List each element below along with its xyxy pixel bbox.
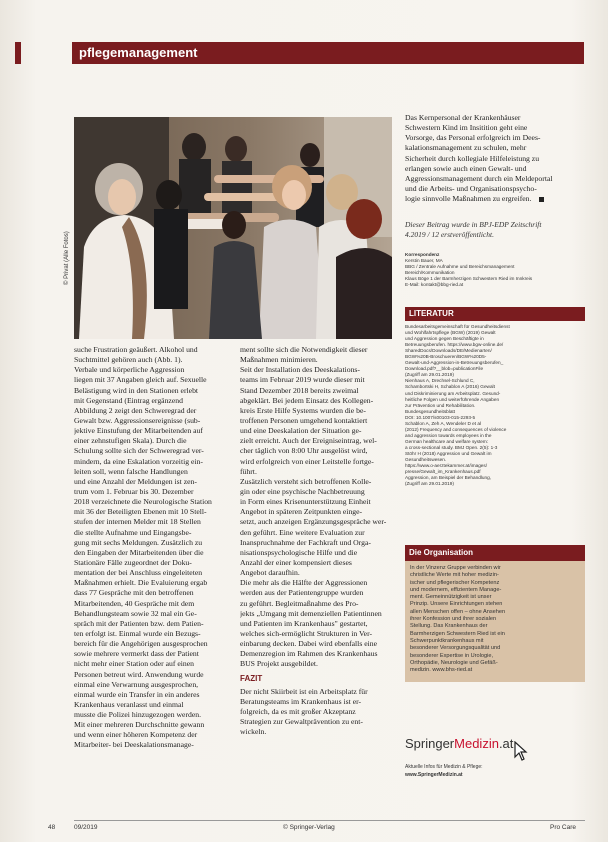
correspondence-line: Kerstin Bauer, MA bbox=[405, 258, 443, 264]
reference-line: presse/Gewalt_im_Krankenhaus.pdf bbox=[405, 469, 481, 475]
text-line: nicht mehr einer Station oder auf einen bbox=[74, 659, 194, 669]
organisation-heading: Die Organisation bbox=[405, 545, 585, 561]
springer-logo[interactable] bbox=[405, 736, 513, 751]
training-photo bbox=[74, 117, 392, 339]
text-line: Gewalt bzw. Aggressionsereignisse (sub- bbox=[74, 415, 201, 425]
text-line: Abbildung 2 zeigt den Schweregrad der bbox=[74, 405, 197, 415]
text-line bbox=[405, 194, 585, 204]
text-line: Belästigung wird in den Stationen erlebt bbox=[74, 385, 199, 395]
text-line: die stellte Aufnahme und Eingangsbe- bbox=[74, 527, 192, 537]
springer-tagline: Aktuelle Infos für Medizin & Pflege: bbox=[405, 764, 483, 770]
text-line: bereich für die Angehörigen ausgesprochen bbox=[74, 639, 208, 649]
org-line: Schwerpunktkrankenhaus mit bbox=[410, 637, 484, 644]
text-line: Inanspruchnahme der Fachkraft und Orga- bbox=[240, 537, 371, 547]
text-line: troffenen Personen umgehend kontaktiert bbox=[240, 415, 368, 425]
reference-line: (Zugriff am 29.01.2019) bbox=[405, 372, 454, 378]
text-line: setzt, auch anzeigen Ergänzungsgespräche wer- bbox=[240, 517, 387, 527]
springer-ad-text bbox=[405, 763, 585, 779]
publisher-label: © Springer-Verlag bbox=[283, 824, 335, 831]
text-line: wird erfolgreich von einer Leitstelle fortge- bbox=[240, 456, 374, 466]
text-line: Maßnahmen minimieren. bbox=[240, 355, 318, 365]
text-line: wickeln. bbox=[240, 727, 267, 737]
text-line: in Form eines Krisenunterstützung Einheit bbox=[240, 497, 371, 507]
reference-line: Stöhr H (2018) Aggression und Gewalt im bbox=[405, 450, 492, 456]
reference-line: Betreuungsberufen. https://www.bgw-online.de/ bbox=[405, 342, 504, 348]
reference-line: Gewalt-und-Aggression-in-Betreuungsberufen_ bbox=[405, 360, 504, 366]
text-line-content: logie sinnvolle Maßnahmen zu ergreifen. bbox=[405, 194, 532, 204]
text-line: Angebot in späteren Zeitpunkten einge- bbox=[240, 507, 363, 517]
text-line: Aggressionsmanagement durch ein Meldeportal bbox=[405, 173, 553, 183]
fazit-heading: FAZIT bbox=[240, 673, 263, 683]
reference-line: DOI: 10.1007/s00103-015-2293-5 bbox=[405, 414, 476, 420]
springer-url[interactable]: www.SpringerMedizin.at bbox=[405, 772, 463, 778]
reference-line: Schablon A, Zeh A, Wendeler D et al bbox=[405, 420, 481, 426]
org-line: ment. Gemeinnützigkeit ist unser bbox=[410, 594, 492, 601]
correspondence-line: E-Mail: kontakt@bbg-ried.at bbox=[405, 282, 464, 288]
text-line: Strategien zur Gewaltprävention zu ent- bbox=[240, 717, 363, 727]
text-line: Mit einer mehreren Durchschnitte gewann bbox=[74, 720, 205, 730]
text-line: und wenn einer höheren Kompetenz der bbox=[74, 730, 198, 740]
reference-line: Bundesarbeitsgemeinschaft für Gesundheitsdienst bbox=[405, 324, 510, 329]
text-line: kreis Erste Hilfe Systems wurden die be- bbox=[240, 405, 366, 415]
reference-line: Gesundheitswesen. bbox=[405, 457, 447, 463]
text-line: welches sich-ermöglicht Strukturen in Ver- bbox=[240, 628, 373, 638]
correspondence-line: Bereich/Kommunikation bbox=[405, 270, 455, 276]
org-line: ischer und pflegerischer Kompetenz bbox=[410, 579, 500, 586]
text-line: folgreich, da es mit großer Akzeptanz bbox=[240, 706, 356, 716]
org-line: Prinzip. Unsere Einrichtungen stehen bbox=[410, 601, 503, 608]
journal-label: Pro Care bbox=[550, 824, 577, 831]
org-line: Stellung. Das Krankenhaus der bbox=[410, 623, 488, 630]
reference-line: und Aggression gegen Beschäftigte in bbox=[405, 336, 484, 342]
springer-brand: Springer bbox=[405, 736, 455, 751]
text-line: Angebot daraufhin. bbox=[240, 568, 300, 578]
literatur-list bbox=[405, 324, 585, 487]
publication-note bbox=[405, 220, 585, 240]
text-line: Anzahl der einer kompensiert dieses bbox=[240, 557, 352, 567]
reference-line: BGW%20B-Broschueren/BGW%20D5- bbox=[405, 354, 487, 360]
org-line: besonderer Versorgungsqualität und bbox=[410, 645, 501, 652]
reference-line: und Diskriminierung am Arbeitsplatz. Gesund- bbox=[405, 390, 501, 396]
organisation-box bbox=[405, 561, 585, 682]
literatur-heading: LITERATUR bbox=[405, 307, 585, 321]
text-line: 2018 verzeichnete die Neurologische Station bbox=[74, 497, 212, 507]
reference-line: Nienhaus A, Drechsel-Schlund C, bbox=[405, 378, 475, 384]
text-line: gin oder eine psychische Nachbetreuung bbox=[240, 486, 365, 496]
text-line: und eine Deeskalation der Situation ge- bbox=[240, 426, 362, 436]
org-line: und modernem, effizientem Manage- bbox=[410, 586, 502, 593]
text-line: Der nicht Skiirbeit ist ein Arbeitsplatz für bbox=[240, 686, 368, 696]
text-line: musste die Polizei hinzugezogen werden. bbox=[74, 710, 202, 720]
text-line: nisationspsychologische Hilfe und die bbox=[240, 547, 358, 557]
org-line: ihrer Konfession und ihrer sozialen bbox=[410, 616, 497, 623]
text-line: Krankenhaus veranlasst und einmal bbox=[74, 699, 184, 709]
text-line: gung mit sechs Meldungen. Zusätzlich zu bbox=[74, 537, 203, 547]
section-header: pflegemanagement bbox=[72, 42, 584, 64]
text-line: jektive Einstufung der Mitarbeitenden auf bbox=[74, 426, 203, 436]
text-line: einbarung decken. Dabei wird ebenfalls eine bbox=[240, 639, 378, 649]
reference-line: Aggression, am Beispiel der Behandlung, bbox=[405, 475, 491, 481]
text-line: und eine Anzahl der Meldungen ist zen- bbox=[74, 476, 197, 486]
springer-brand-tld: .at bbox=[498, 736, 514, 751]
reference-line: (Zugriff am 29.01.2019) bbox=[405, 481, 454, 487]
text-line: kalationsmanagement zu schulen, mehr bbox=[405, 143, 527, 153]
text-line: Sicherheit durch kollegiale Hilfeleistung zu bbox=[405, 153, 540, 163]
text-line: werden aus der Patientengruppe wurden bbox=[240, 588, 364, 598]
page-number: 48 bbox=[48, 824, 56, 831]
photo-credit: © Privat (Alle Fotos) bbox=[64, 231, 70, 285]
reference-line: heitliche Folgen und weiterführende Angaben bbox=[405, 396, 500, 402]
text-line: zielt erreicht. Auch der Ereigniseintrag, wel- bbox=[240, 436, 377, 446]
text-line: Stand Dezember 2018 bereits zweimal bbox=[240, 385, 359, 395]
text-line: jekts „Umgang mit demenziellen Patientinnen bbox=[240, 608, 382, 618]
text-line: Maßnahmen erhielt. Die Evaluierung ergab bbox=[74, 578, 208, 588]
reference-line: SharedDocs/Downloads/DE/Medienarten/ bbox=[405, 348, 492, 354]
correspondence-title: Korrespondenz bbox=[405, 252, 440, 257]
text-line: einmal eine Verwarnung ausgesprochen, bbox=[74, 679, 199, 689]
reference-line: (2012) Frequency and consequences of violence bbox=[405, 426, 507, 432]
text-line: Zusätzlich versteht sich betroffenen Kolle- bbox=[240, 476, 372, 486]
text-line: Vorsorge, das Personal erfolgreich im Dees- bbox=[405, 133, 541, 143]
text-line: den geführt. Eine weitere Evaluation zur bbox=[240, 527, 365, 537]
text-line: Beratungsteams im Krankenhaus ist er- bbox=[240, 696, 362, 706]
text-line: Schwestern Kind im Insitition geht eine bbox=[405, 123, 528, 133]
correspondence-line: BBG / Zentrale Aufnahme und Bereichsmanagement bbox=[405, 264, 515, 270]
text-line: suche Frustration geäußert. Alkohol und bbox=[74, 345, 198, 354]
org-line: allen Menschen offen – ohne Ansehen bbox=[410, 608, 506, 615]
text-line: mentation der bei Anschluss eingeleiteten bbox=[74, 568, 203, 578]
org-line: medizin. www.bhs-ried.at bbox=[410, 667, 473, 674]
section-marker bbox=[15, 42, 21, 64]
text-line: einer zehnstufigen Skala). Durch die bbox=[74, 436, 187, 446]
text-line: sowie mehrere vermerkt dass der Patient bbox=[74, 649, 199, 659]
springer-brand-accent: Medizin bbox=[454, 736, 499, 751]
text-line: dass 77 Gespräche mit den betroffenen bbox=[74, 588, 194, 598]
text-line: stufen der internen Melder mit 18 Stellen bbox=[74, 517, 201, 527]
text-line: mindern, da eine Eskalation vorzeitig ein- bbox=[74, 456, 203, 466]
body-column-middle bbox=[240, 345, 393, 737]
text-line: leiten soll, wenn falsche Handlungen bbox=[74, 466, 188, 476]
text-line: Stationäre Fälle zugeordnet der Doku- bbox=[74, 557, 192, 567]
text-line: Mitarbeiter- bei Deeskalationsmanage- bbox=[74, 740, 194, 750]
footer-rule bbox=[74, 820, 585, 821]
text-line: ment sollte sich die Notwendigkeit dieser bbox=[240, 345, 368, 354]
text-line: und Patienten im Krankenhaus" gestartet, bbox=[240, 618, 368, 628]
text-line: führt. bbox=[240, 466, 257, 476]
org-line: In der Vinzenz Gruppe verbinden wir bbox=[410, 565, 501, 571]
reference-line: und Wohlfahrtspflege (BGW) (2019) Gewalt bbox=[405, 330, 496, 336]
text-line: Die mehr als die Hälfte der Aggressionen bbox=[240, 578, 368, 588]
reference-line: Bundesgesundheitsblatt bbox=[405, 408, 456, 414]
text-line: Das Kernpersonal der Krankenhäuser bbox=[405, 113, 521, 122]
correspondence-box bbox=[405, 252, 585, 289]
text-line: erlangen sowie auch einen Gewalt- und bbox=[405, 163, 527, 173]
text-line: liegen mit 37 Angaben gleich auf. Sexuelle bbox=[74, 375, 207, 385]
issue-label: 09/2019 bbox=[74, 824, 98, 831]
note-line: Dieser Beitrag wurde in BPJ-EDP Zeitschrift bbox=[405, 220, 542, 229]
reference-line: German healthcare and welfare system: bbox=[405, 438, 489, 444]
text-line: cher täglich von 8:00 Uhr ausgelöst wird, bbox=[240, 446, 368, 456]
reference-line: and aggression towards employees in the bbox=[405, 432, 492, 438]
text-line: teams im Februar 2019 wurde dieser mit bbox=[240, 375, 365, 385]
text-line: und die Arbeits- und Organisationspsycho- bbox=[405, 183, 537, 193]
reference-line: a cross-sectional study. BMJ Open. 2(5): 1-3 bbox=[405, 444, 498, 450]
correspondence-line: Klaus Böge 1 der Barmherzigen Schwestern Ried im Innkreis bbox=[405, 276, 533, 282]
org-line: besonderer Expertise in Urologie, bbox=[410, 652, 494, 659]
reference-line: Download.pdf?__blob=publicationFile bbox=[405, 366, 484, 372]
reference-line: https://www.o-aerztekammer.at/images/ bbox=[405, 463, 488, 469]
text-line: den Eingaben der Mitarbeitenden über die bbox=[74, 547, 204, 557]
text-line: spräch mit der Patienten bzw. dem Patien- bbox=[74, 618, 204, 628]
cursor-icon bbox=[514, 741, 528, 761]
reference-line: zur Prävention und Rehabilitation. bbox=[405, 402, 476, 408]
text-line: Schulung sollte sich der Schweregrad ver- bbox=[74, 446, 204, 456]
org-line: Orthopädie, Neurologie und Gefäß- bbox=[410, 659, 498, 666]
text-line: einmal wurde ein Transfer in ein anderes bbox=[74, 689, 200, 699]
text-line: Demenzregion im Rahmen des Krankenhaus bbox=[240, 649, 378, 659]
text-line: trum vom 1. Februar bis 30. Dezember bbox=[74, 486, 194, 496]
body-column-left bbox=[74, 345, 228, 751]
text-line: Personen betreut wird. Anwendung wurde bbox=[74, 669, 204, 679]
org-line: christliche Werte mit hoher medizin- bbox=[410, 572, 499, 579]
org-line: Barmherzigen Schwestern Ried ist ein bbox=[410, 630, 505, 637]
text-line: Mitarbeitenden, 40 Gespräche mit dem bbox=[74, 598, 195, 608]
reference-line: Schambortski H, Schablon A (2016) Gewalt bbox=[405, 384, 495, 390]
article-end-mark bbox=[539, 197, 544, 202]
text-line: BUS Projekt ausgebildet. bbox=[240, 659, 318, 669]
text-line: Suchtmittel gehören auch (Abb. 1). bbox=[74, 355, 183, 365]
text-line: Verbale und körperliche Aggression bbox=[74, 365, 185, 375]
text-line: Seit der Installation des Deeskalations- bbox=[240, 365, 360, 375]
note-line: 4.2019 / 12 erstveröffentlicht. bbox=[405, 230, 494, 239]
text-line: ten erfolgt ist. Einmal wurde ein Bezugs- bbox=[74, 628, 201, 638]
text-line: mit 36 der Beteiligten Ebenen mit 10 Stell- bbox=[74, 507, 207, 517]
text-line: Behandlungsteam sowie 32 mal ein Ge- bbox=[74, 608, 197, 618]
text-line: zu geführt. Begleitmaßnahme des Pro- bbox=[240, 598, 359, 608]
text-line: abgeklärt. Bei jedem Einsatz des Kollegen- bbox=[240, 395, 374, 405]
text-line: mit Gegenstand (Eintrag ergänzend bbox=[74, 395, 183, 405]
body-column-right bbox=[405, 113, 585, 204]
